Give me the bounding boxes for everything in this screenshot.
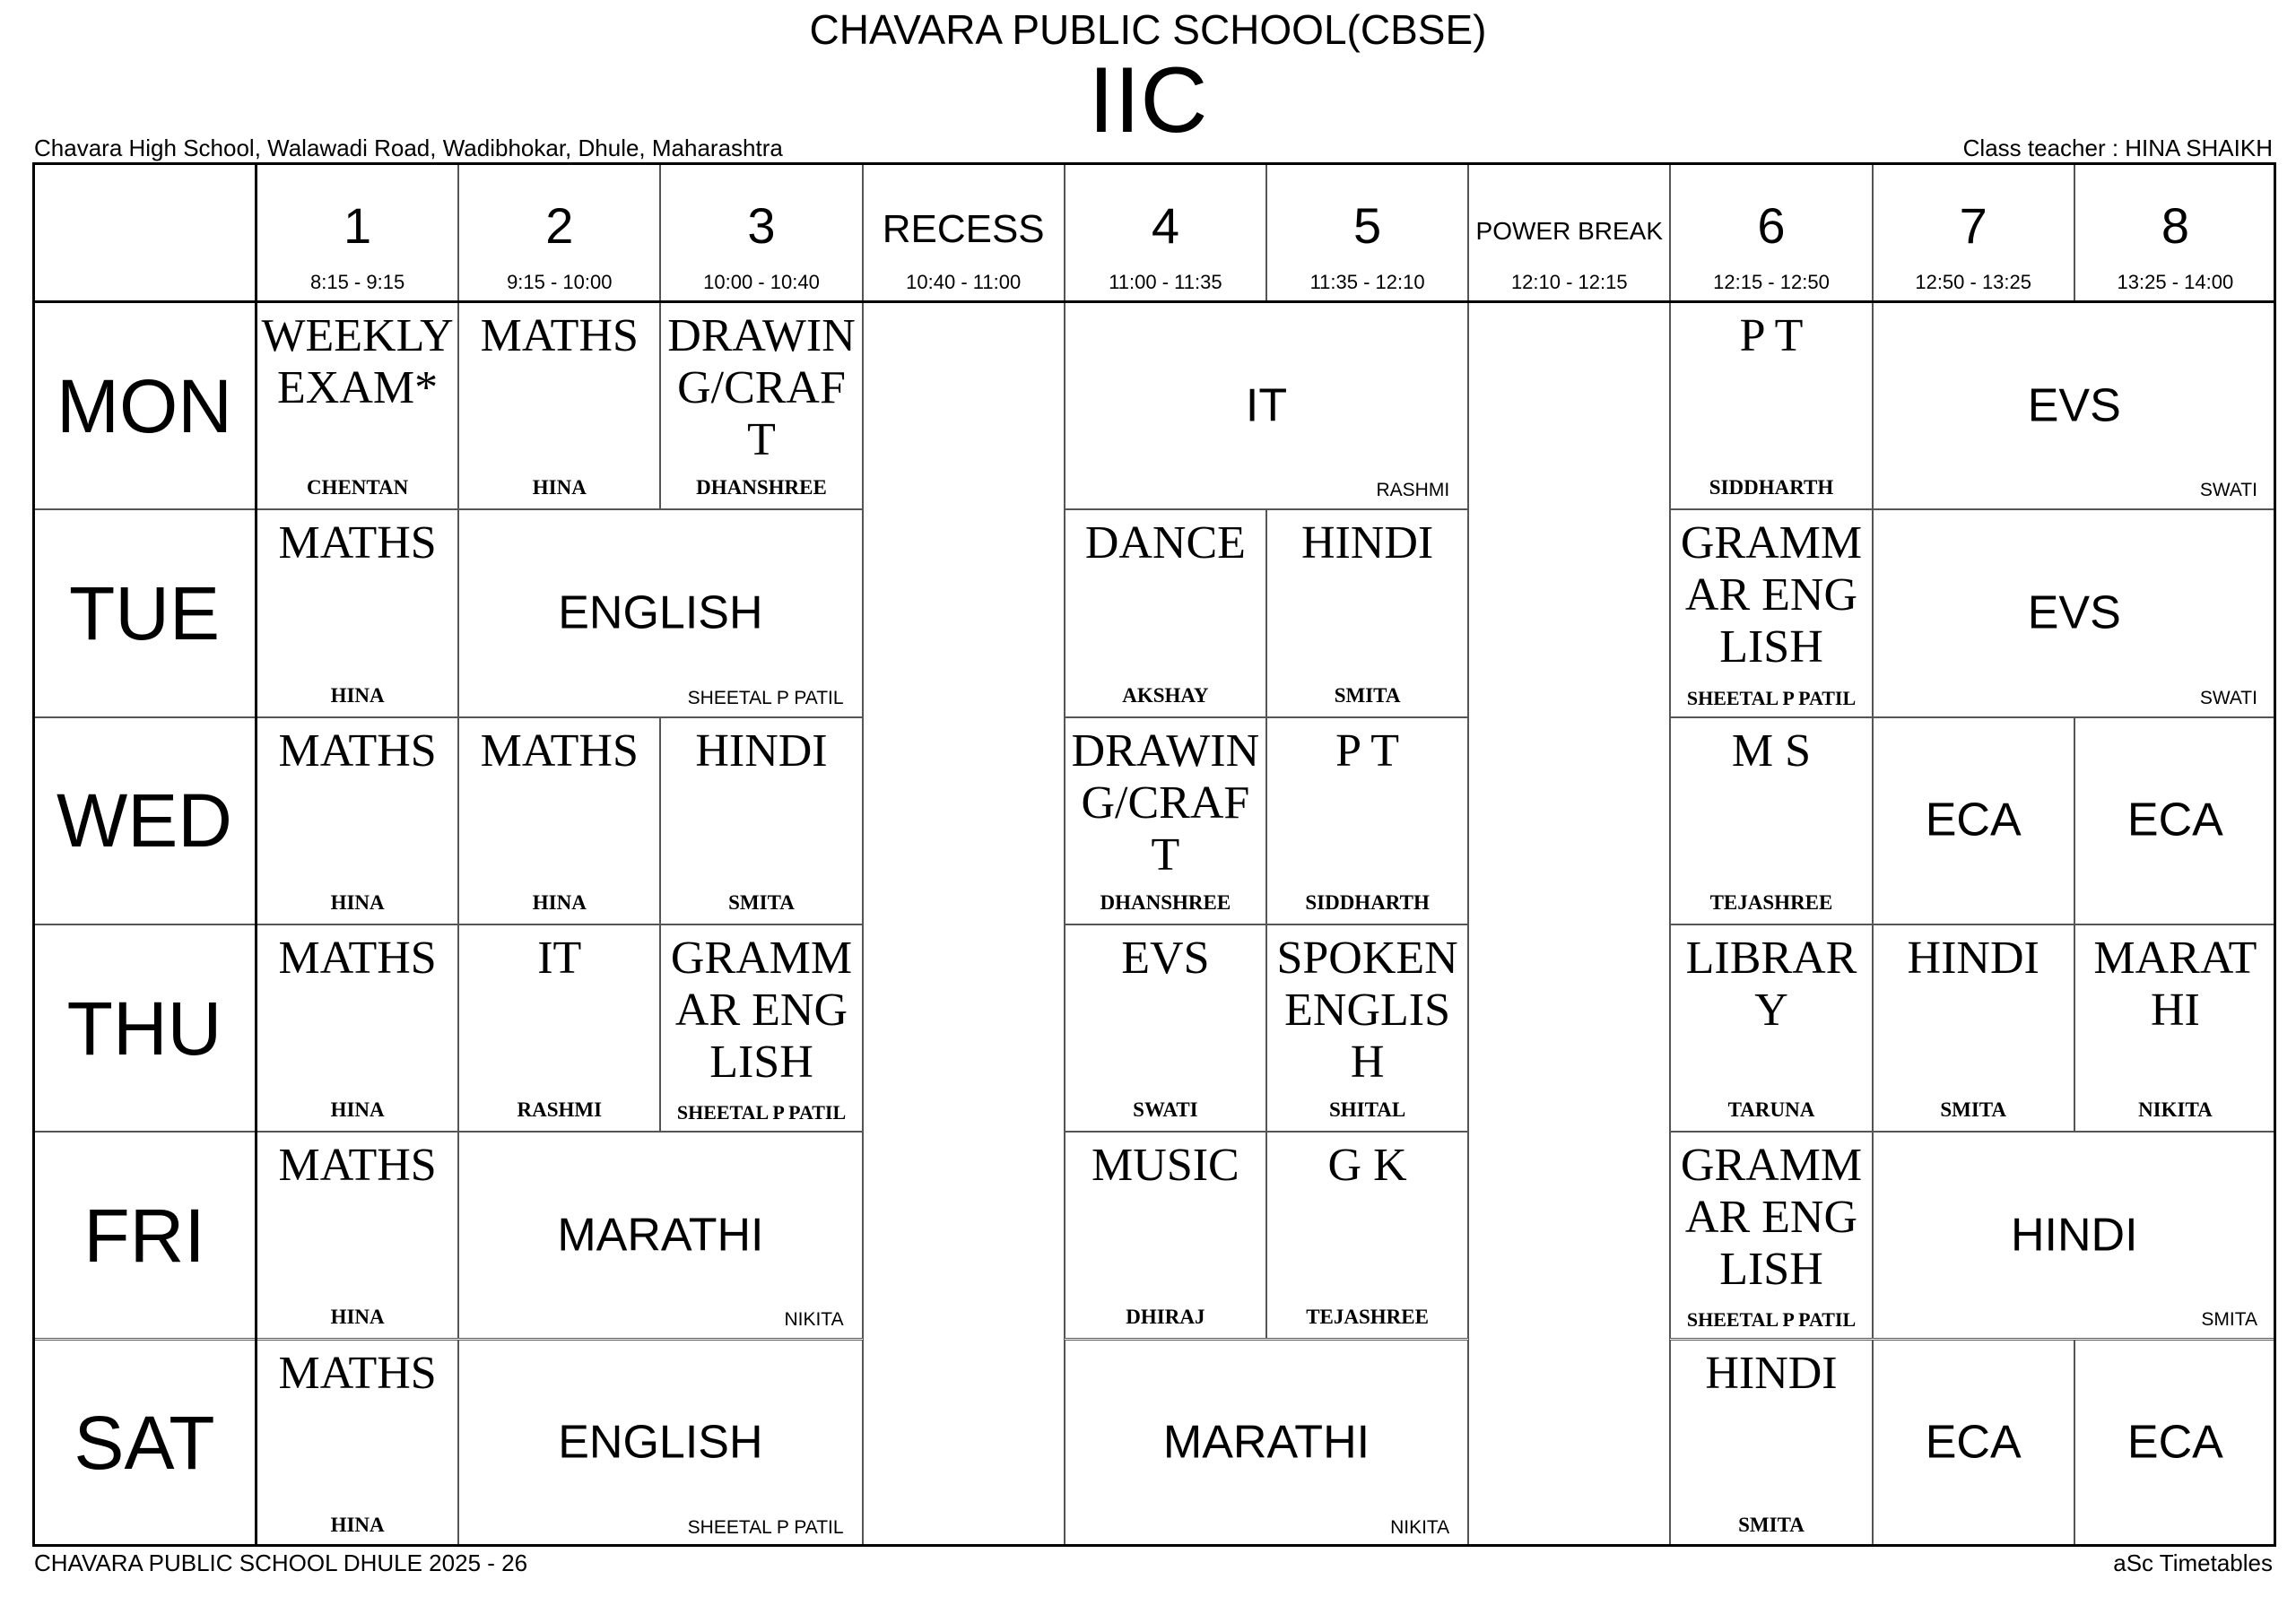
lesson-subject: EVS	[1121, 932, 1210, 984]
lesson-subject: MATHS	[480, 725, 639, 777]
lesson-subject: HINDI	[1705, 1347, 1838, 1399]
period-label: POWER BREAK	[1475, 217, 1664, 245]
lesson-subject: ECA	[2126, 794, 2223, 846]
period-time: 10:40 - 11:00	[906, 271, 1022, 293]
lesson-subject: HINDI	[1907, 932, 2039, 984]
period-time: 9:15 - 10:00	[507, 271, 613, 293]
class-name: IIC	[1088, 48, 1208, 152]
period-time: 12:10 - 12:15	[1510, 271, 1628, 293]
lesson-teacher: HINA	[330, 683, 385, 707]
lesson-teacher: SMITA	[728, 890, 795, 914]
day-label: TUE	[69, 570, 220, 655]
lesson-teacher: SHEETAL P PATIL	[1686, 686, 1857, 709]
school-name: CHAVARA PUBLIC SCHOOL(CBSE)	[809, 6, 1487, 53]
lesson-teacher: SWATI	[2199, 480, 2257, 501]
lesson-teacher: NIKITA	[2138, 1098, 2213, 1122]
day-column-separator	[255, 162, 257, 1547]
day-label: FRI	[83, 1193, 205, 1278]
lesson-subject: MUSIC	[1091, 1140, 1239, 1192]
lesson-teacher: HINA	[330, 1513, 385, 1536]
lesson-subject: P T	[1335, 725, 1399, 777]
lesson-subject: DANCE	[1084, 517, 1246, 569]
day-label: MON	[57, 363, 232, 448]
lesson-subject: EVS	[2027, 379, 2121, 432]
lesson-teacher: CHENTAN	[306, 476, 409, 499]
period-label: 5	[1353, 197, 1382, 254]
lesson-subject: IT	[537, 932, 582, 984]
lesson-subject: DRAWING/CRAFT	[667, 310, 856, 465]
lesson-subject: MARATHI	[557, 1209, 764, 1262]
lesson-subject: DRAWING/CRAFT	[1071, 725, 1260, 881]
footer-school: CHAVARA PUBLIC SCHOOL DHULE 2025 - 26	[34, 1549, 528, 1576]
period-label: 7	[1959, 197, 1987, 254]
lesson-teacher: DHANSHREE	[1100, 890, 1231, 914]
header-separator	[32, 300, 2276, 303]
lesson-teacher: SWATI	[1133, 1098, 1198, 1122]
lesson-teacher: HINA	[532, 890, 587, 914]
period-time: 8:15 - 9:15	[310, 271, 405, 293]
footer-credit: aSc Timetables	[2113, 1549, 2273, 1576]
lesson-teacher: SMITA	[2201, 1309, 2257, 1331]
lesson-teacher: DHANSHREE	[696, 476, 827, 499]
lesson-teacher: SMITA	[1940, 1098, 2007, 1122]
lesson-subject: WEEKLY EXAM*	[261, 310, 454, 413]
period-time: 13:25 - 14:00	[2117, 271, 2234, 293]
lesson-subject: MARATHI	[2093, 932, 2257, 1036]
day-label: THU	[66, 985, 222, 1071]
lesson-subject: HINDI	[695, 725, 828, 777]
school-address: Chavara High School, Walawadi Road, Wadibhokar, Dhule, Maharashtra	[34, 135, 783, 161]
day-label: SAT	[74, 1401, 215, 1486]
lesson-subject: HINDI	[2011, 1209, 2138, 1262]
period-time: 11:00 - 11:35	[1109, 271, 1222, 293]
period-time: 12:50 - 13:25	[1915, 271, 2032, 293]
lesson-subject: ECA	[1925, 1416, 2022, 1469]
class-teacher: Class teacher : HINA SHAIKH	[1962, 135, 2273, 161]
lesson-subject: IT	[1245, 379, 1288, 432]
lesson-teacher: SHITAL	[1328, 1098, 1406, 1122]
lesson-subject: ECA	[1925, 794, 2022, 846]
lesson-subject: ENGLISH	[558, 586, 763, 639]
lesson-subject: MATHS	[278, 932, 437, 984]
lesson-teacher: NIKITA	[1390, 1516, 1450, 1538]
lesson-teacher: RASHMI	[517, 1098, 603, 1122]
lesson-subject: MARATHI	[1162, 1416, 1370, 1469]
lesson-teacher: RASHMI	[1376, 480, 1450, 501]
grid-frame	[32, 162, 2276, 1547]
lesson-subject: MATHS	[480, 310, 639, 361]
lesson-teacher: TEJASHREE	[1709, 890, 1833, 914]
timetable-grid	[32, 162, 2276, 1547]
lesson-subject: LIBRARY	[1685, 932, 1857, 1036]
lesson-teacher: SIDDHARTH	[1709, 476, 1834, 499]
lesson-subject: GRAMMAR ENGLISH	[1680, 517, 1863, 673]
lesson-teacher: HINA	[330, 1306, 385, 1329]
lesson-teacher: HINA	[532, 476, 587, 499]
lesson-subject: GRAMMAR ENGLISH	[670, 932, 853, 1088]
period-label: 1	[344, 197, 372, 254]
period-label: 6	[1757, 197, 1786, 254]
lesson-subject: ECA	[2126, 1416, 2223, 1469]
day-label: WED	[57, 778, 232, 864]
lesson-teacher: SHEETAL P PATIL	[687, 1516, 844, 1538]
lesson-subject: HINDI	[1300, 517, 1434, 569]
lesson-subject: SPOKEN ENGLISH	[1276, 932, 1458, 1088]
lesson-teacher: SMITA	[1738, 1513, 1805, 1536]
lesson-subject: M S	[1731, 725, 1812, 777]
lesson-teacher: TEJASHREE	[1306, 1306, 1429, 1329]
lesson-subject: P T	[1739, 310, 1804, 361]
lesson-teacher: SHEETAL P PATIL	[676, 1101, 847, 1124]
lesson-teacher: NIKITA	[784, 1309, 844, 1331]
lesson-teacher: DHIRAJ	[1126, 1306, 1205, 1329]
period-label: RECESS	[882, 207, 1045, 251]
lesson-subject: MATHS	[278, 725, 437, 777]
lesson-teacher: SHEETAL P PATIL	[1686, 1308, 1857, 1332]
lesson-teacher: SWATI	[2199, 687, 2257, 708]
lesson-subject: G K	[1327, 1140, 1407, 1192]
period-label: 4	[1151, 197, 1179, 254]
lesson-teacher: SHEETAL P PATIL	[687, 687, 844, 708]
lesson-teacher: SMITA	[1334, 683, 1401, 707]
period-time: 11:35 - 12:10	[1309, 271, 1425, 293]
lesson-subject: ENGLISH	[558, 1416, 763, 1469]
period-time: 10:00 - 10:40	[703, 271, 820, 293]
lesson-teacher: SIDDHARTH	[1305, 890, 1430, 914]
lesson-subject: MATHS	[278, 517, 437, 569]
lesson-teacher: AKSHAY	[1122, 683, 1209, 707]
lesson-subject: MATHS	[278, 1140, 437, 1192]
period-time: 12:15 - 12:50	[1713, 271, 1830, 293]
period-label: 2	[545, 197, 574, 254]
lesson-subject: EVS	[2027, 586, 2121, 639]
lesson-teacher: HINA	[330, 890, 385, 914]
period-label: 3	[747, 197, 776, 254]
period-label: 8	[2161, 197, 2189, 254]
lesson-subject: GRAMMAR ENGLISH	[1680, 1140, 1863, 1296]
lesson-teacher: HINA	[330, 1098, 385, 1122]
lesson-teacher: TARUNA	[1727, 1098, 1815, 1122]
lesson-subject: MATHS	[278, 1347, 437, 1399]
